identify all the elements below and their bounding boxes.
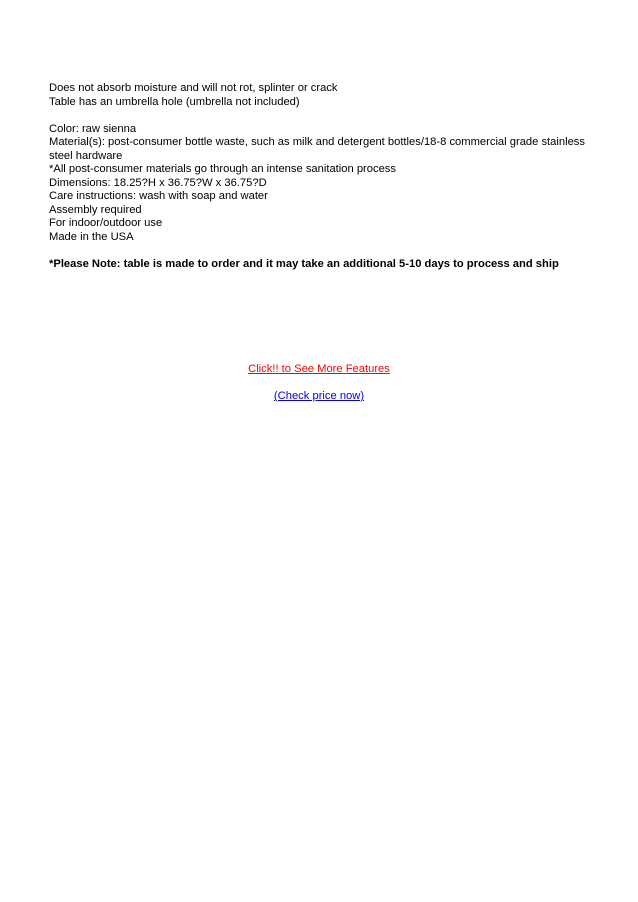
- feature-moisture-resistant: Does not absorb moisture and will not rot, splinter or crack: [49, 82, 338, 94]
- spec-care: Care instructions: wash with soap and water: [49, 190, 268, 202]
- spec-use: For indoor/outdoor use: [49, 217, 163, 229]
- paragraph-gap: [49, 244, 594, 258]
- spec-sanitation: *All post-consumer materials go through an intense sanitation process: [49, 163, 396, 175]
- made-to-order-note: *Please Note: table is made to order and it may take an additional 5-10 days to process and ship: [49, 257, 559, 270]
- action-links: [0, 363, 638, 417]
- product-description: [49, 82, 594, 271]
- spec-dimensions: Dimensions: 18.25?H x 36.75?W x 36.75?D: [49, 176, 267, 189]
- spec-origin: Made in the USA: [49, 230, 134, 243]
- spec-materials: Material(s): post-consumer bottle waste, such as milk and detergent bottles/18-8 commercial grade stainless steel hardware: [49, 136, 585, 162]
- paragraph-gap: [49, 109, 594, 123]
- price-link-row: [0, 390, 638, 417]
- spec-color: Color: raw sienna: [49, 122, 137, 135]
- check-price-link[interactable]: (Check price now): [273, 390, 365, 402]
- see-more-features-link[interactable]: Click!! to See More Features: [248, 363, 390, 375]
- features-link-row: [0, 363, 638, 390]
- feature-umbrella-hole: Table has an umbrella hole (umbrella not included): [49, 95, 300, 108]
- spec-assembly: Assembly required: [49, 203, 142, 216]
